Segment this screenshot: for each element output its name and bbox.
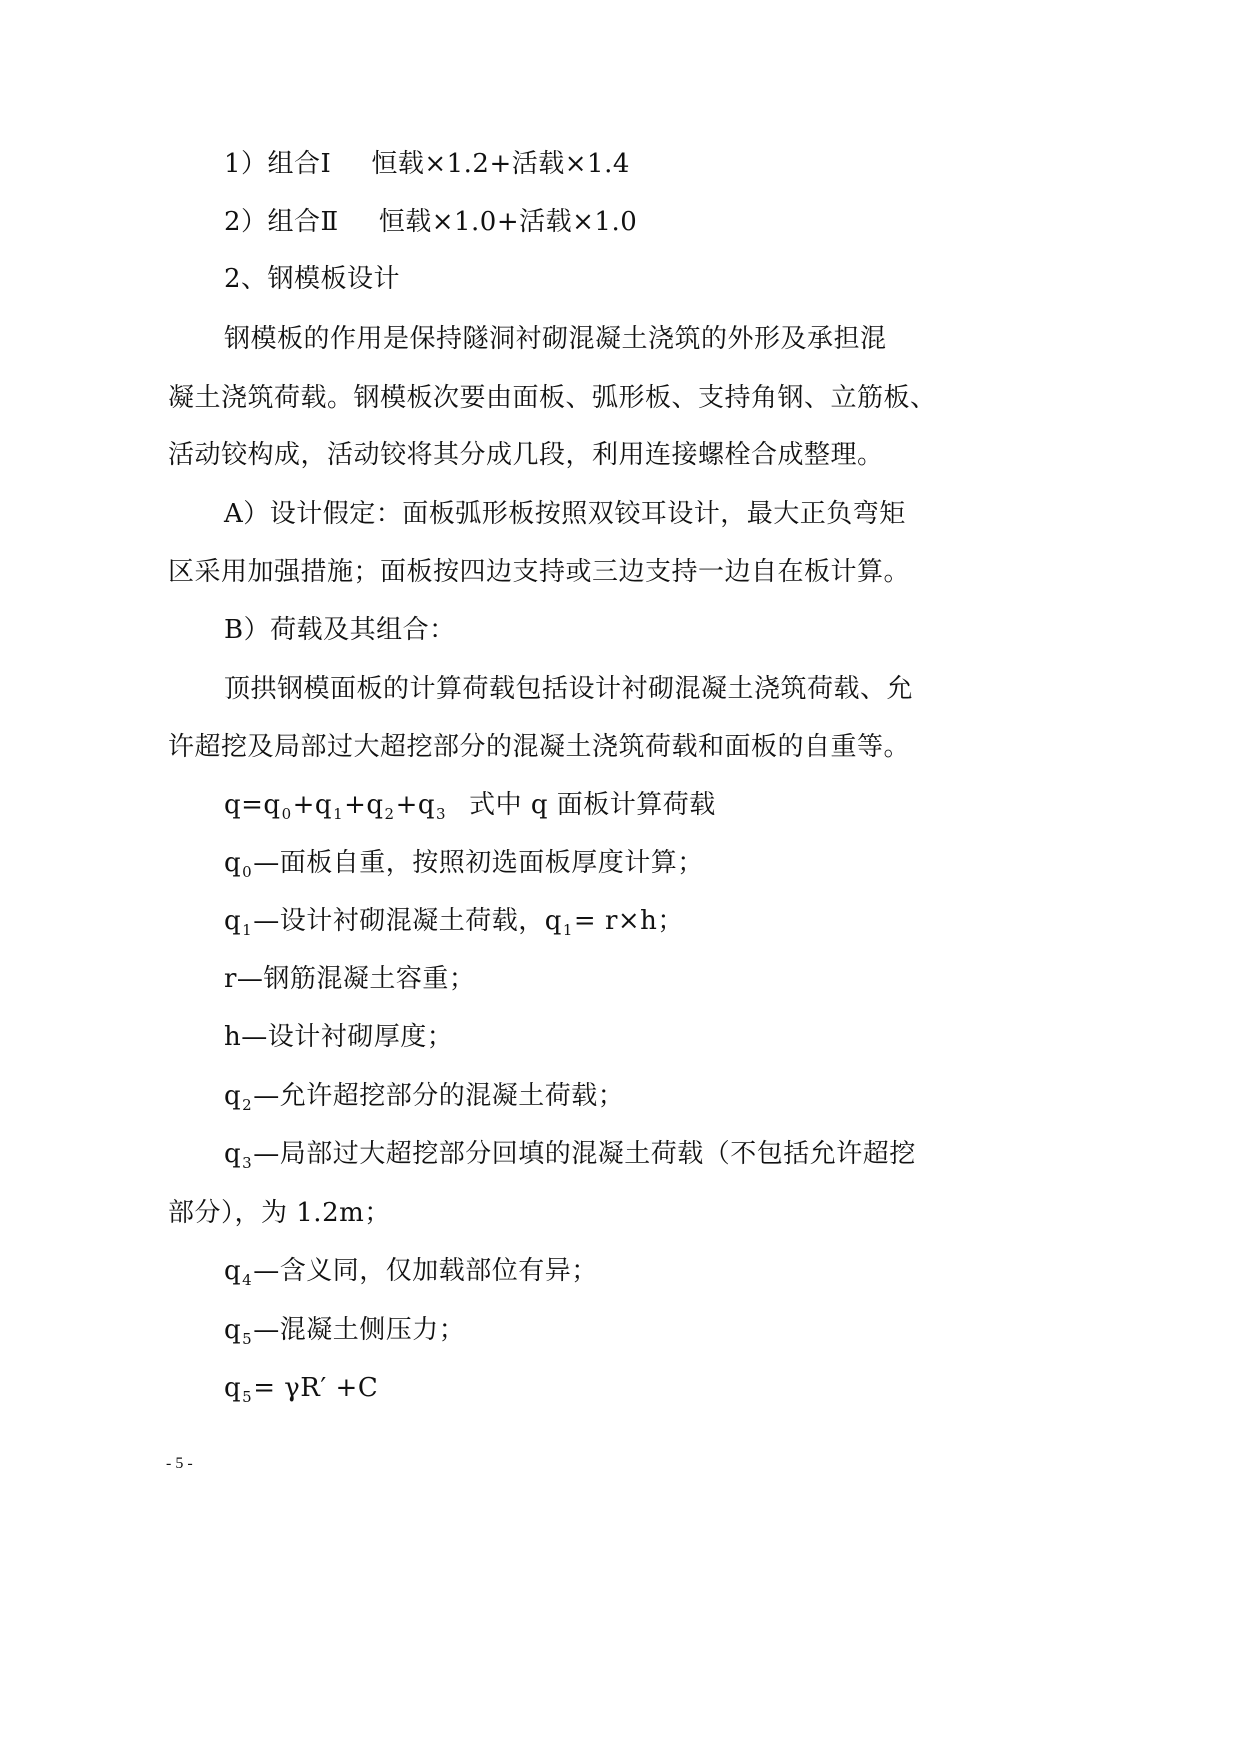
definition-q1 xyxy=(224,904,684,941)
definition-q4 xyxy=(224,1254,598,1291)
formula-text: q=q xyxy=(224,790,281,820)
definition-q3 xyxy=(224,1137,916,1174)
definition-text: —设计衬砌混凝土荷载，q xyxy=(253,906,562,936)
subscript: 0 xyxy=(281,805,292,823)
subscript: 1 xyxy=(562,921,573,939)
definition-text: = r×h； xyxy=(573,906,684,936)
formula-description: 式中 q 面板计算荷载 xyxy=(469,790,716,820)
symbol: q xyxy=(224,1315,242,1345)
section-heading-steel-formwork: 2、钢模板设计 xyxy=(224,264,401,294)
formula-text: = γR′ +C xyxy=(253,1373,379,1403)
definition-q2 xyxy=(224,1079,624,1116)
combination-1-line xyxy=(224,147,630,181)
subscript: 3 xyxy=(242,1154,253,1172)
subscript: 5 xyxy=(242,1388,253,1406)
page-number: - 5 - xyxy=(166,1455,193,1472)
definition-text: —混凝土侧压力； xyxy=(253,1315,466,1345)
formula-text: +q xyxy=(344,790,384,820)
subscript: 5 xyxy=(242,1330,253,1348)
formula-line-q-total xyxy=(224,788,716,825)
paragraph-line: 活动铰构成，活动铰将其分成几段，利用连接螺栓合成整理。 xyxy=(168,440,884,470)
paragraph-line: 钢模板的作用是保持隧洞衬砌混凝土浇筑的外形及承担混 xyxy=(224,324,887,354)
paragraph-line: 区采用加强措施；面板按四边支持或三边支持一边自在板计算。 xyxy=(168,557,911,587)
symbol: q xyxy=(224,1256,242,1286)
paragraph-line: A）设计假定：面板弧形板按照双铰耳设计，最大正负弯矩 xyxy=(224,499,906,529)
definition-r: r—钢筋混凝土容重； xyxy=(224,964,476,994)
definition-h: h—设计衬砌厚度； xyxy=(224,1022,454,1052)
formula-text: +q xyxy=(395,790,436,820)
subscript: 2 xyxy=(242,1096,253,1114)
formula-text: +q xyxy=(292,790,333,820)
paragraph-line: 部分），为 1.2m； xyxy=(168,1198,391,1228)
definition-text: —含义同，仅加载部位有异； xyxy=(253,1256,598,1286)
definition-text: —局部过大超挖部分回填的混凝土荷载（不包括允许超挖 xyxy=(253,1139,916,1169)
paragraph-line: 顶拱钢模面板的计算荷载包括设计衬砌混凝土浇筑荷载、允 xyxy=(224,674,914,704)
subscript: 1 xyxy=(333,805,344,823)
paragraph-line: 许超挖及局部过大超挖部分的混凝土浇筑荷载和面板的自重等。 xyxy=(168,732,911,762)
subscript: 2 xyxy=(384,805,395,823)
combination-1-formula: 恒载×1.2+活载×1.4 xyxy=(371,149,630,179)
combination-1-label: 1）组合Ⅰ xyxy=(224,149,332,179)
combination-2-label: 2）组合Ⅱ xyxy=(224,207,339,237)
definition-text: —面板自重，按照初选面板厚度计算； xyxy=(253,848,704,878)
combination-2-line xyxy=(224,205,637,239)
subscript: 0 xyxy=(242,863,253,881)
definition-text: —允许超挖部分的混凝土荷载； xyxy=(253,1081,625,1111)
subheading-loads: B）荷载及其组合： xyxy=(224,615,456,645)
symbol: q xyxy=(224,1373,242,1403)
paragraph-line: 凝土浇筑荷载。钢模板次要由面板、弧形板、支持角钢、立筋板、 xyxy=(168,383,937,413)
subscript: 1 xyxy=(242,921,253,939)
symbol: q xyxy=(224,1139,242,1169)
definition-q0 xyxy=(224,846,704,883)
symbol: q xyxy=(224,848,242,878)
symbol: q xyxy=(224,906,242,936)
symbol: q xyxy=(224,1081,242,1111)
subscript: 4 xyxy=(242,1271,253,1289)
formula-line-q5 xyxy=(224,1371,378,1408)
definition-q5 xyxy=(224,1313,465,1350)
subscript: 3 xyxy=(436,805,447,823)
combination-2-formula: 恒载×1.0+活载×1.0 xyxy=(378,207,638,237)
